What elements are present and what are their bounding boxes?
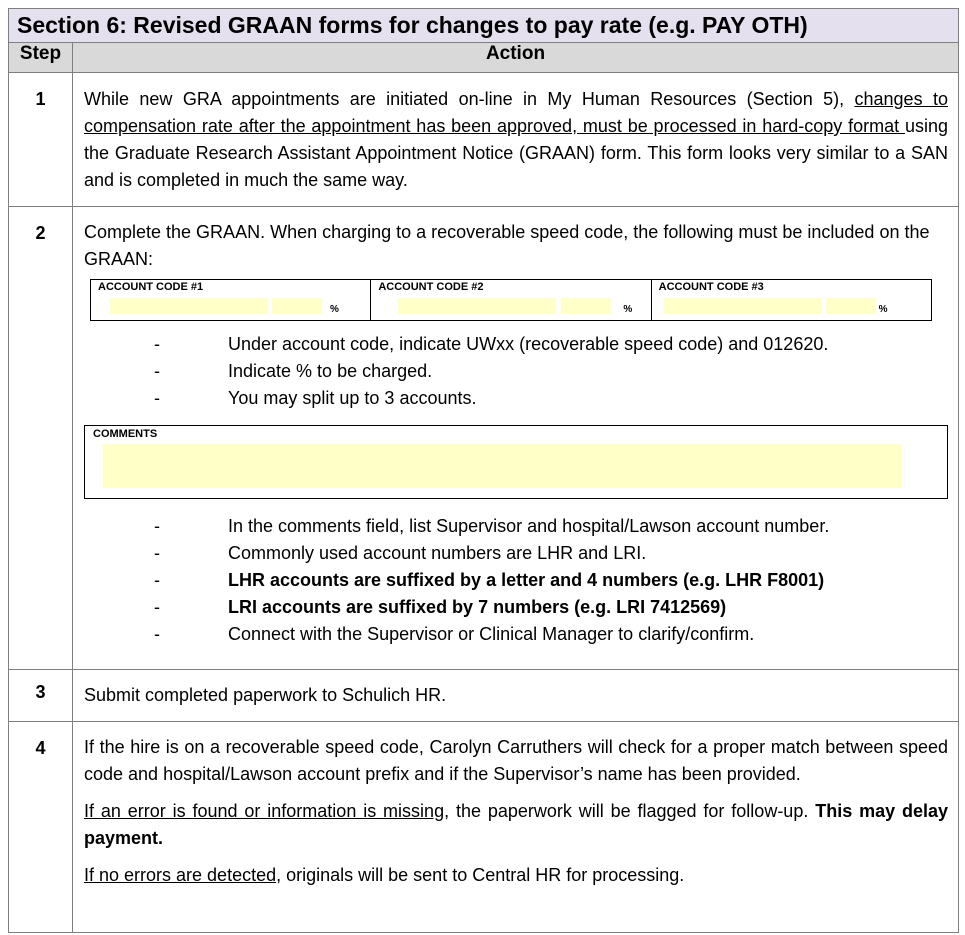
header-step: Step <box>9 43 73 73</box>
comments-field <box>103 444 902 488</box>
comments-form <box>84 425 948 499</box>
bullet-list-comments <box>84 513 948 648</box>
account-code-field <box>398 298 556 314</box>
step-3-text: Submit completed paperwork to Schulich HR. <box>84 685 447 705</box>
list-item: - LRI accounts are suffixed by 7 numbers (e.g. LRI 7412569) <box>154 597 727 617</box>
list-item: - Under account code, indicate UWxx (recoverable speed code) and 012620. <box>154 334 829 354</box>
table-row <box>9 73 959 207</box>
section-title: Section 6: Revised GRAAN forms for changes to pay rate (e.g. PAY OTH) <box>9 9 959 43</box>
table-row <box>9 670 959 722</box>
document <box>8 8 959 933</box>
account-code-label: ACCOUNT CODE #2 <box>378 281 484 293</box>
account-code-2 <box>371 280 651 320</box>
step-number: 2 <box>35 223 46 243</box>
account-code-field <box>664 298 822 314</box>
percent-field <box>272 298 322 314</box>
list-item: - LHR accounts are suffixed by a letter and 4 numbers (e.g. LHR F8001) <box>154 570 825 590</box>
list-item: - Commonly used account numbers are LHR and LRI. <box>154 543 647 563</box>
header-action: Action <box>73 43 959 73</box>
step-number: 3 <box>35 682 46 702</box>
percent-symbol: % <box>623 304 633 315</box>
account-code-label: ACCOUNT CODE #3 <box>658 281 764 293</box>
percent-field <box>826 298 876 314</box>
step-number: 4 <box>35 738 46 758</box>
list-item: - Indicate % to be charged. <box>154 361 433 381</box>
step-2-intro: Complete the GRAAN. When charging to a recoverable speed code, the following must be included on the GRAAN: <box>84 222 930 269</box>
step-4-paragraph-3: If no errors are detected, originals will be sent to Central HR for processing. <box>84 865 685 885</box>
account-code-field <box>110 298 268 314</box>
step-number: 1 <box>35 89 46 109</box>
table-row <box>9 722 959 933</box>
percent-symbol: % <box>330 304 339 315</box>
step-1-text: While new GRA appointments are initiated on-line in My Human Resources (Section 5), changes to compensation rate after the appointment has been approved, must be processed in hard-copy format using the Graduate Research Assistant Appointment Notice (GRAAN) form. This form looks very similar to a SAN and is completed in much the same way. <box>84 89 948 190</box>
percent-symbol: % <box>878 304 888 315</box>
step-4-paragraph-1: If the hire is on a recoverable speed code, Carolyn Carruthers will check for a proper match between speed code and hospital/Lawson account prefix and if the Supervisor’s name has been provided. <box>84 737 948 784</box>
bullet-list-account <box>84 331 948 412</box>
account-code-3 <box>652 280 931 320</box>
account-code-label: ACCOUNT CODE #1 <box>98 281 204 293</box>
list-item: - You may split up to 3 accounts. <box>154 388 477 408</box>
comments-label: COMMENTS <box>93 428 158 440</box>
percent-field <box>561 298 611 314</box>
table-header <box>9 43 959 73</box>
table-row <box>9 207 959 670</box>
list-item: - Connect with the Supervisor or Clinical Manager to clarify/confirm. <box>154 624 755 644</box>
list-item: - In the comments field, list Supervisor and hospital/Lawson account number. <box>154 516 830 536</box>
procedure-table <box>8 8 959 933</box>
account-code-form <box>90 279 932 321</box>
step-4-paragraph-2: If an error is found or information is missing, the paperwork will be flagged for follow-up. This may delay payment. <box>84 801 948 848</box>
account-code-1 <box>91 280 371 320</box>
